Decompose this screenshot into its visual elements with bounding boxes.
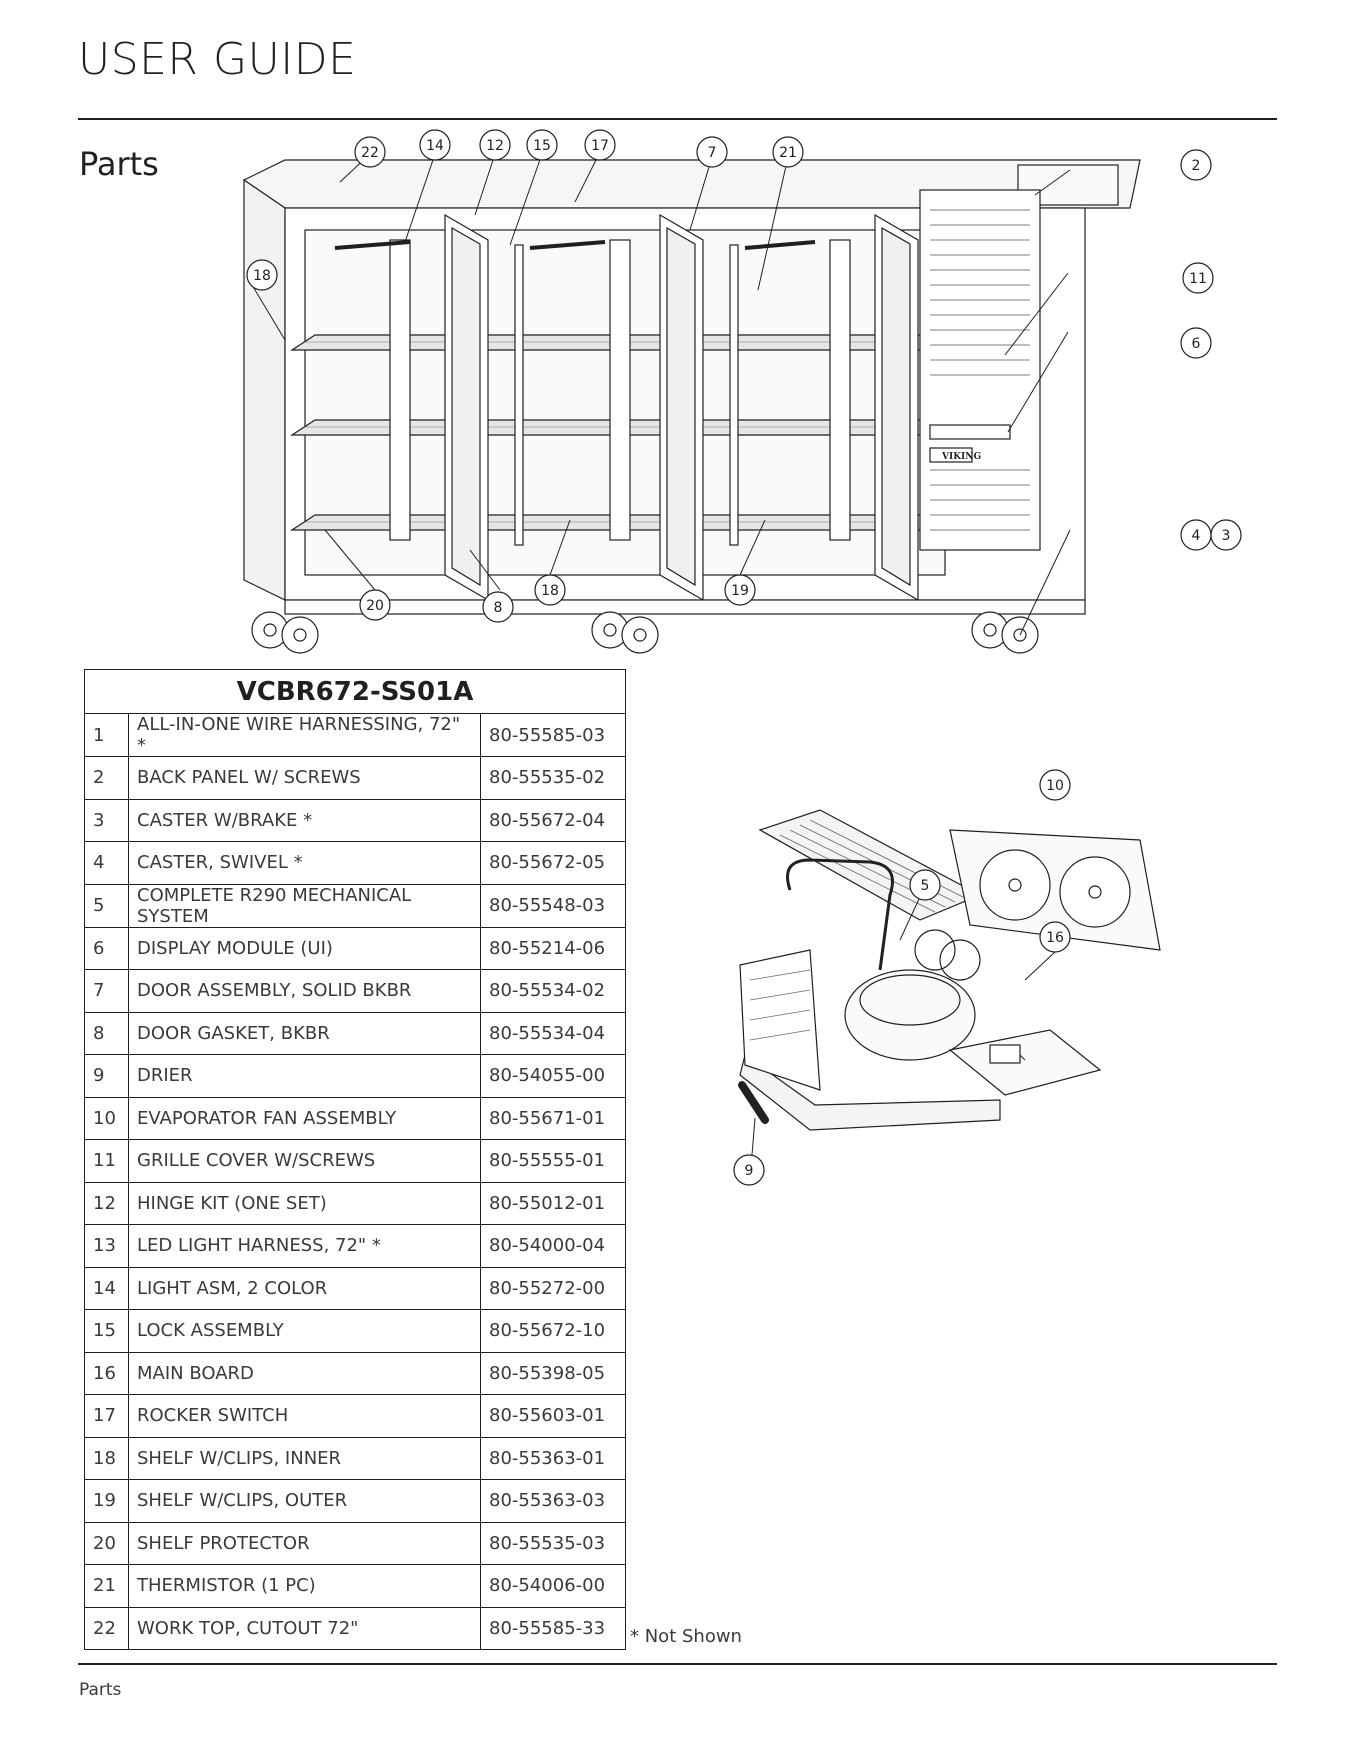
table-row <box>85 970 626 1013</box>
item-number: 22 <box>85 1607 129 1650</box>
item-part-number: 80-55012-01 <box>481 1182 626 1225</box>
footnote: * Not Shown <box>630 1626 742 1647</box>
item-number: 6 <box>85 927 129 970</box>
item-part-number: 80-55585-33 <box>481 1607 626 1650</box>
item-part-number: 80-55214-06 <box>481 927 626 970</box>
item-part-number: 80-55535-02 <box>481 757 626 800</box>
callout-8 <box>483 592 513 622</box>
footer-divider <box>78 1663 1277 1665</box>
callout-2 <box>1181 150 1211 180</box>
item-part-number: 80-55272-00 <box>481 1267 626 1310</box>
callout-20 <box>360 590 390 620</box>
page-title: USER GUIDE <box>78 34 357 85</box>
svg-text:2: 2 <box>1191 158 1201 174</box>
callout-19 <box>725 575 755 605</box>
item-part-number: 80-55672-05 <box>481 842 626 885</box>
callout-16 <box>1040 922 1070 952</box>
callout-9 <box>734 1155 764 1185</box>
callout-17 <box>585 130 615 160</box>
svg-text:16: 16 <box>1046 930 1064 946</box>
table-row <box>85 1055 626 1098</box>
svg-text:17: 17 <box>591 138 609 154</box>
item-description: CASTER, SWIVEL * <box>129 842 481 885</box>
svg-text:22: 22 <box>361 145 379 161</box>
callout-14 <box>420 130 450 160</box>
table-row <box>85 1565 626 1608</box>
callout-11 <box>1183 263 1213 293</box>
callout-3 <box>1211 520 1241 550</box>
callout-12 <box>480 130 510 160</box>
callout-5 <box>910 870 940 900</box>
table-row <box>85 1012 626 1055</box>
item-number: 4 <box>85 842 129 885</box>
item-part-number: 80-55672-10 <box>481 1310 626 1353</box>
callout-10 <box>1040 770 1070 800</box>
item-part-number: 80-55398-05 <box>481 1352 626 1395</box>
mechanical-system-diagram <box>720 778 1220 1240</box>
svg-text:21: 21 <box>779 145 797 161</box>
svg-text:10: 10 <box>1046 778 1064 794</box>
table-row <box>85 1225 626 1268</box>
item-number: 7 <box>85 970 129 1013</box>
svg-text:18: 18 <box>253 268 271 284</box>
item-number: 2 <box>85 757 129 800</box>
parts-table <box>84 669 626 1650</box>
svg-text:6: 6 <box>1191 336 1201 352</box>
item-number: 9 <box>85 1055 129 1098</box>
svg-text:14: 14 <box>426 138 444 154</box>
table-header-row <box>85 670 626 714</box>
item-number: 17 <box>85 1395 129 1438</box>
callout-15 <box>527 130 557 160</box>
parts-table-body <box>85 714 626 1650</box>
item-part-number: 80-55534-04 <box>481 1012 626 1055</box>
brand-badge: VIKING <box>942 452 982 462</box>
item-number: 21 <box>85 1565 129 1608</box>
item-number: 3 <box>85 799 129 842</box>
item-description: DOOR GASKET, BKBR <box>129 1012 481 1055</box>
callout-4 <box>1181 520 1211 550</box>
item-number: 16 <box>85 1352 129 1395</box>
item-description: SHELF PROTECTOR <box>129 1522 481 1565</box>
svg-text:20: 20 <box>366 598 384 614</box>
table-row <box>85 1607 626 1650</box>
item-description: DRIER <box>129 1055 481 1098</box>
table-row <box>85 1310 626 1353</box>
table-row <box>85 1480 626 1523</box>
table-row <box>85 1352 626 1395</box>
item-description: CASTER W/BRAKE * <box>129 799 481 842</box>
table-row <box>85 799 626 842</box>
svg-text:5: 5 <box>920 878 930 894</box>
item-description: THERMISTOR (1 PC) <box>129 1565 481 1608</box>
item-number: 20 <box>85 1522 129 1565</box>
table-row <box>85 1522 626 1565</box>
svg-text:18: 18 <box>541 583 559 599</box>
item-number: 12 <box>85 1182 129 1225</box>
item-part-number: 80-55672-04 <box>481 799 626 842</box>
table-row <box>85 757 626 800</box>
item-part-number: 80-55671-01 <box>481 1097 626 1140</box>
item-description: SHELF W/CLIPS, OUTER <box>129 1480 481 1523</box>
item-number: 8 <box>85 1012 129 1055</box>
item-number: 11 <box>85 1140 129 1183</box>
item-description: SHELF W/CLIPS, INNER <box>129 1437 481 1480</box>
item-part-number: 80-55603-01 <box>481 1395 626 1438</box>
item-number: 14 <box>85 1267 129 1310</box>
item-description: BACK PANEL W/ SCREWS <box>129 757 481 800</box>
table-row <box>85 1395 626 1438</box>
section-title: Parts <box>79 145 159 183</box>
item-description: LOCK ASSEMBLY <box>129 1310 481 1353</box>
item-description: LED LIGHT HARNESS, 72" * <box>129 1225 481 1268</box>
item-description: DOOR ASSEMBLY, SOLID BKBR <box>129 970 481 1013</box>
item-description: ROCKER SWITCH <box>129 1395 481 1438</box>
table-row <box>85 1267 626 1310</box>
svg-text:8: 8 <box>493 600 503 616</box>
item-number: 13 <box>85 1225 129 1268</box>
table-row <box>85 927 626 970</box>
table-row <box>85 714 626 757</box>
svg-text:12: 12 <box>486 138 504 154</box>
table-row <box>85 1437 626 1480</box>
callout-7 <box>697 137 727 167</box>
callout-6 <box>1181 328 1211 358</box>
item-part-number: 80-55555-01 <box>481 1140 626 1183</box>
table-row <box>85 1097 626 1140</box>
callout-18-bottom <box>535 575 565 605</box>
item-part-number: 80-54055-00 <box>481 1055 626 1098</box>
item-part-number: 80-55363-01 <box>481 1437 626 1480</box>
item-part-number: 80-55585-03 <box>481 714 626 757</box>
table-row <box>85 884 626 927</box>
refrigerator-parts-diagram <box>230 130 1260 670</box>
item-description: HINGE KIT (ONE SET) <box>129 1182 481 1225</box>
item-part-number: 80-54006-00 <box>481 1565 626 1608</box>
item-part-number: 80-54000-04 <box>481 1225 626 1268</box>
item-description: WORK TOP, CUTOUT 72" <box>129 1607 481 1650</box>
callout-18-top <box>247 260 277 290</box>
svg-text:4: 4 <box>1191 528 1201 544</box>
svg-text:9: 9 <box>744 1163 754 1179</box>
callout-22 <box>355 137 385 167</box>
table-row <box>85 1182 626 1225</box>
svg-text:11: 11 <box>1189 271 1207 287</box>
header-divider <box>78 118 1277 120</box>
item-description: COMPLETE R290 MECHANICAL SYSTEM <box>129 884 481 927</box>
model-number: VCBR672-SS01A <box>85 670 626 714</box>
svg-text:3: 3 <box>1221 528 1231 544</box>
table-row <box>85 842 626 885</box>
item-description: GRILLE COVER W/SCREWS <box>129 1140 481 1183</box>
svg-text:7: 7 <box>707 145 717 161</box>
svg-text:19: 19 <box>731 583 749 599</box>
item-number: 19 <box>85 1480 129 1523</box>
table-row <box>85 1140 626 1183</box>
item-number: 5 <box>85 884 129 927</box>
footer-label: Parts <box>79 1680 122 1700</box>
svg-text:15: 15 <box>533 138 551 154</box>
item-number: 10 <box>85 1097 129 1140</box>
item-description: LIGHT ASM, 2 COLOR <box>129 1267 481 1310</box>
item-description: MAIN BOARD <box>129 1352 481 1395</box>
item-part-number: 80-55548-03 <box>481 884 626 927</box>
item-number: 18 <box>85 1437 129 1480</box>
item-part-number: 80-55535-03 <box>481 1522 626 1565</box>
item-description: EVAPORATOR FAN ASSEMBLY <box>129 1097 481 1140</box>
callout-21 <box>773 137 803 167</box>
item-description: DISPLAY MODULE (UI) <box>129 927 481 970</box>
item-number: 15 <box>85 1310 129 1353</box>
item-part-number: 80-55363-03 <box>481 1480 626 1523</box>
item-part-number: 80-55534-02 <box>481 970 626 1013</box>
item-description: ALL-IN-ONE WIRE HARNESSING, 72" * <box>129 714 481 757</box>
item-number: 1 <box>85 714 129 757</box>
